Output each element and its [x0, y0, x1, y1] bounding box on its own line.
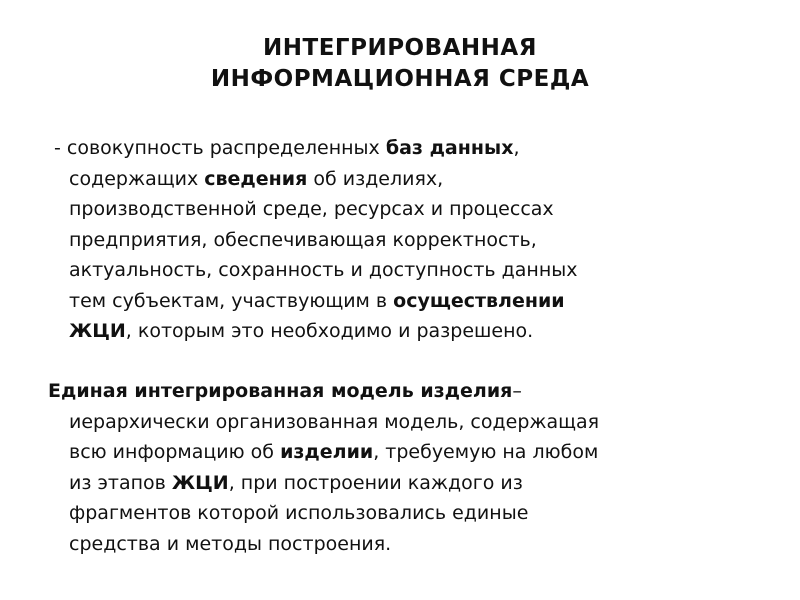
paragraph2-line [0, 407, 599, 438]
model-definition-paragraph [0, 376, 599, 559]
paragraph1-line [0, 194, 578, 225]
emphasis-text: ЖЦИ [69, 320, 126, 342]
paragraph2-line [0, 498, 599, 529]
body-text: фрагментов которой использовались единые [69, 502, 529, 524]
emphasis-text: ЖЦИ [171, 471, 229, 494]
body-text: , при построении каждого из [228, 471, 523, 494]
paragraph2-line [0, 437, 599, 468]
emphasis-text: изделии [280, 441, 374, 463]
body-text: предприятия, обеспечивающая корректность, [69, 228, 537, 251]
paragraph2-line [0, 529, 599, 560]
body-text: содержащих [69, 167, 205, 190]
emphasis-text: баз данных [385, 137, 514, 159]
paragraph1-line [0, 225, 578, 256]
paragraph2-line [0, 376, 599, 407]
body-text: , [513, 137, 520, 159]
paragraph1-line [0, 316, 578, 347]
body-text: , которым это необходимо и разрешено. [125, 320, 534, 342]
body-text: актуальность, сохранность и доступность данных [69, 259, 578, 281]
body-text: производственной среде, ресурсах и процессах [69, 198, 554, 220]
paragraph1-line [0, 255, 578, 286]
emphasis-text: сведения [204, 167, 308, 190]
body-text: об изделиях, [307, 167, 444, 190]
body-text: из этапов [69, 471, 172, 494]
body-text: иерархически организованная модель, содержащая [69, 410, 600, 433]
body-text: средства и методы построения. [69, 532, 392, 555]
body-text: всю информацию об [69, 441, 281, 463]
body-text: - совокупность распределенных [54, 137, 386, 159]
body-text: , требуемую на любом [373, 441, 599, 463]
definition-paragraph [0, 133, 578, 347]
paragraph2-line [0, 468, 599, 499]
emphasis-text: осуществлении [393, 289, 565, 312]
emphasis-text: Единая интегрированная модель изделия [48, 380, 513, 402]
body-text: – [512, 380, 522, 402]
paragraph1-line [0, 286, 578, 317]
slide-title-line-1: ИНТЕГРИРОВАННАЯ [263, 35, 537, 61]
slide-title-line-2: ИНФОРМАЦИОННАЯ СРЕДА [210, 66, 590, 92]
paragraph1-line [0, 164, 578, 195]
body-text: тем субъектам, участвующим в [69, 289, 394, 312]
paragraph1-line [0, 133, 578, 164]
